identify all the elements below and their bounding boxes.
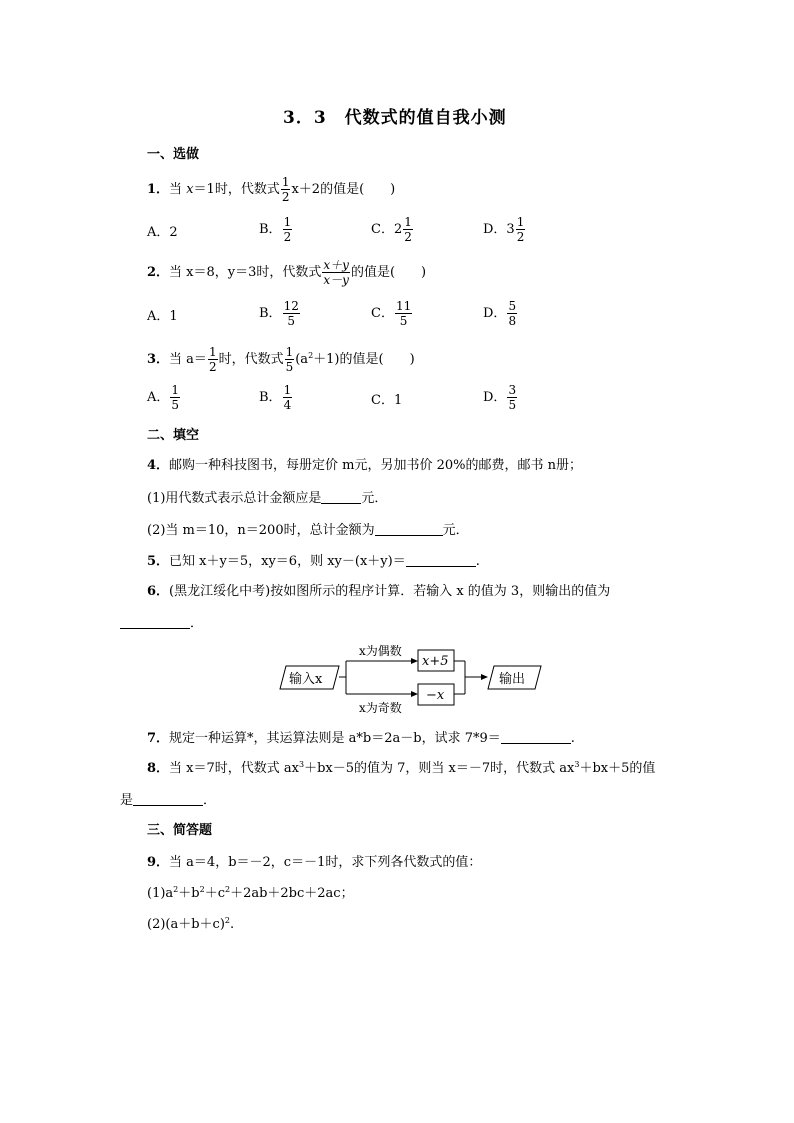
- question-text: (黑龙江绥化中考)按如图所示的程序计算．若输入 x 的值为 3，则输出的值为: [169, 584, 611, 599]
- option-c: [371, 300, 413, 327]
- denominator: 5: [399, 314, 408, 328]
- option-label: B．: [259, 390, 282, 405]
- option-b: [259, 216, 293, 243]
- question-7: [147, 731, 575, 745]
- denominator: 5: [287, 314, 296, 328]
- question-6-answer: [120, 616, 203, 630]
- expression: ＋b: [178, 886, 200, 901]
- denominator: 5: [285, 360, 294, 374]
- numerator: 3: [508, 383, 517, 397]
- expression: ＋2ab＋2bc＋2ac；: [230, 886, 354, 901]
- question-6: [147, 585, 610, 598]
- question-text: ＋1)的值是( ): [313, 352, 415, 367]
- fraction: [322, 259, 350, 286]
- question-3: [147, 346, 415, 373]
- numerator: 5: [508, 299, 517, 313]
- answer-blank[interactable]: [501, 731, 571, 744]
- exponent: 3: [574, 760, 580, 769]
- fraction: [395, 300, 412, 327]
- question-text: 邮购一种科技图书，每册定价 m元，另加书价 20%的邮费，邮书 n册；: [169, 458, 583, 473]
- program-flowchart: [0, 638, 794, 718]
- answer-blank[interactable]: [321, 491, 361, 504]
- branch-label-odd: x为奇数: [359, 701, 402, 715]
- option-b: [259, 300, 301, 327]
- question-number: 6．: [147, 584, 170, 599]
- question-number: 5．: [147, 554, 170, 569]
- question-text: 当: [169, 182, 183, 197]
- question-text: ．: [203, 793, 217, 808]
- fraction: [208, 346, 218, 373]
- numerator: 1: [281, 175, 290, 189]
- numerator: 1: [516, 215, 525, 229]
- arrow-head: [411, 691, 418, 697]
- question-text: 的值是( ): [350, 265, 427, 280]
- question-text: 规定一种运算*，其运算法则是 a*b＝2a－b，试求 7*9＝: [169, 731, 501, 746]
- option-b: [259, 384, 293, 411]
- fraction: [281, 176, 291, 203]
- question-5: [147, 554, 480, 568]
- denominator: 5: [171, 398, 180, 412]
- question-text: 元．: [361, 491, 388, 506]
- question-text: x＋2的值是( ): [291, 182, 396, 197]
- denominator: 5: [508, 398, 517, 412]
- question-text: ＋bx＋5的值: [579, 761, 656, 776]
- option-d: [483, 216, 526, 243]
- question-9: [147, 856, 481, 869]
- fraction: [403, 216, 413, 243]
- question-text: (a: [295, 352, 309, 367]
- option-label: C．2: [371, 222, 403, 237]
- page-title: 3．3 代数式的值自我小测: [283, 108, 507, 128]
- option-label: D．3: [483, 222, 515, 237]
- option-label: A．: [147, 390, 170, 405]
- option-label: C．: [371, 306, 394, 321]
- fraction: [283, 300, 300, 327]
- question-number: 9．: [147, 855, 170, 870]
- expression: (2)(a＋b＋c): [147, 917, 225, 932]
- denominator: 2: [281, 190, 290, 204]
- question-8-answer: [120, 793, 216, 807]
- answer-blank[interactable]: [133, 793, 203, 806]
- expression: ＋c: [204, 886, 225, 901]
- option-label: B．: [259, 306, 282, 321]
- question-text: ．: [190, 616, 204, 631]
- exponent: 2: [224, 916, 231, 925]
- question-text: 当 a＝: [169, 352, 207, 367]
- option-a: [147, 384, 181, 411]
- question-9-part-2: [147, 918, 234, 931]
- section-heading-fill: 二、填空: [147, 428, 200, 443]
- option-label: B．: [259, 222, 282, 237]
- question-text: (1)用代数式表示总计金额应是: [147, 491, 322, 506]
- question-text: 是: [120, 793, 134, 808]
- answer-blank[interactable]: [120, 616, 190, 629]
- question-text: (2)当 m＝10，n＝200时，总计金额为: [147, 523, 375, 538]
- fraction: [285, 346, 295, 373]
- question-1: [147, 176, 395, 203]
- option-a: A．1: [147, 309, 178, 324]
- numerator: 1: [208, 345, 217, 359]
- section-heading-choice: 一、选做: [147, 147, 200, 162]
- question-text: ＝1时，代数式: [193, 182, 280, 197]
- section-heading-short-answer: 三、简答题: [147, 823, 213, 838]
- fraction: [516, 216, 526, 243]
- option-d: [483, 300, 518, 327]
- denominator: 2: [283, 230, 292, 244]
- operation-top-label: x+5: [422, 654, 449, 669]
- option-d: [483, 384, 518, 411]
- numerator: 11: [395, 299, 412, 313]
- question-4: [147, 459, 582, 472]
- denominator: x－y: [323, 273, 349, 287]
- denominator: 2: [208, 360, 217, 374]
- question-text: 时，代数式: [218, 352, 284, 367]
- fraction: [283, 384, 293, 411]
- exponent: 2: [173, 885, 179, 894]
- question-2: [147, 259, 426, 286]
- denominator: 2: [516, 230, 525, 244]
- operation-bottom-label: −x: [426, 688, 445, 703]
- question-number: 3．: [147, 352, 170, 367]
- exponent: 2: [224, 885, 231, 894]
- question-text: 元．: [442, 523, 469, 538]
- question-number: 8．: [147, 761, 170, 776]
- fraction: [283, 216, 293, 243]
- question-number: 4．: [147, 458, 170, 473]
- numerator: 1: [285, 345, 294, 359]
- numerator: 12: [283, 299, 299, 313]
- question-4-part-1: [147, 491, 387, 505]
- option-c: [371, 216, 414, 243]
- expression: .: [230, 917, 235, 932]
- numerator: 1: [404, 215, 412, 229]
- option-a: A．2: [147, 225, 178, 240]
- denominator: 4: [283, 398, 292, 412]
- question-8: [147, 762, 655, 775]
- expression: (1)a: [147, 886, 174, 901]
- numerator: 1: [283, 383, 292, 397]
- fraction: [507, 300, 517, 327]
- question-number: 1．: [147, 182, 170, 197]
- option-c: C．1: [371, 393, 403, 408]
- exponent: 2: [308, 351, 314, 360]
- arrow-head: [481, 674, 488, 680]
- answer-blank[interactable]: [406, 554, 476, 567]
- option-label: D．: [483, 306, 507, 321]
- question-number: 7．: [147, 731, 170, 746]
- variable: x: [186, 182, 194, 197]
- fraction: [170, 384, 180, 411]
- question-text: 当 x＝8，y＝3时，代数式: [169, 265, 322, 280]
- question-text: ＋bx－5的值为 7，则当 x＝－7时，代数式 ax: [304, 761, 575, 776]
- output-label: 输出: [499, 672, 526, 687]
- branch-label-even: x为偶数: [359, 644, 402, 658]
- question-9-part-1: [147, 887, 354, 900]
- denominator: 2: [404, 230, 412, 244]
- question-text: 已知 x＋y＝5，xy＝6，则 xy－(x＋y)＝: [169, 554, 406, 569]
- numerator: x＋y: [323, 258, 349, 272]
- question-text: 当 a＝4，b＝－2，c＝－1时，求下列各代数式的值：: [169, 855, 482, 870]
- input-label: 输入x: [289, 672, 323, 687]
- arrow-head: [411, 658, 418, 664]
- answer-blank[interactable]: [375, 523, 443, 536]
- denominator: 8: [508, 314, 517, 328]
- question-number: 2．: [147, 265, 170, 280]
- exponent: 2: [199, 885, 205, 894]
- question-text: 当 x＝7时，代数式 ax: [169, 761, 299, 776]
- question-text: .: [475, 554, 480, 569]
- numerator: 1: [283, 215, 292, 229]
- question-text: .: [570, 731, 575, 746]
- option-label: D．: [483, 390, 507, 405]
- exponent: 3: [299, 760, 305, 769]
- fraction: [507, 384, 517, 411]
- numerator: 1: [171, 383, 180, 397]
- question-4-part-2: [147, 523, 469, 537]
